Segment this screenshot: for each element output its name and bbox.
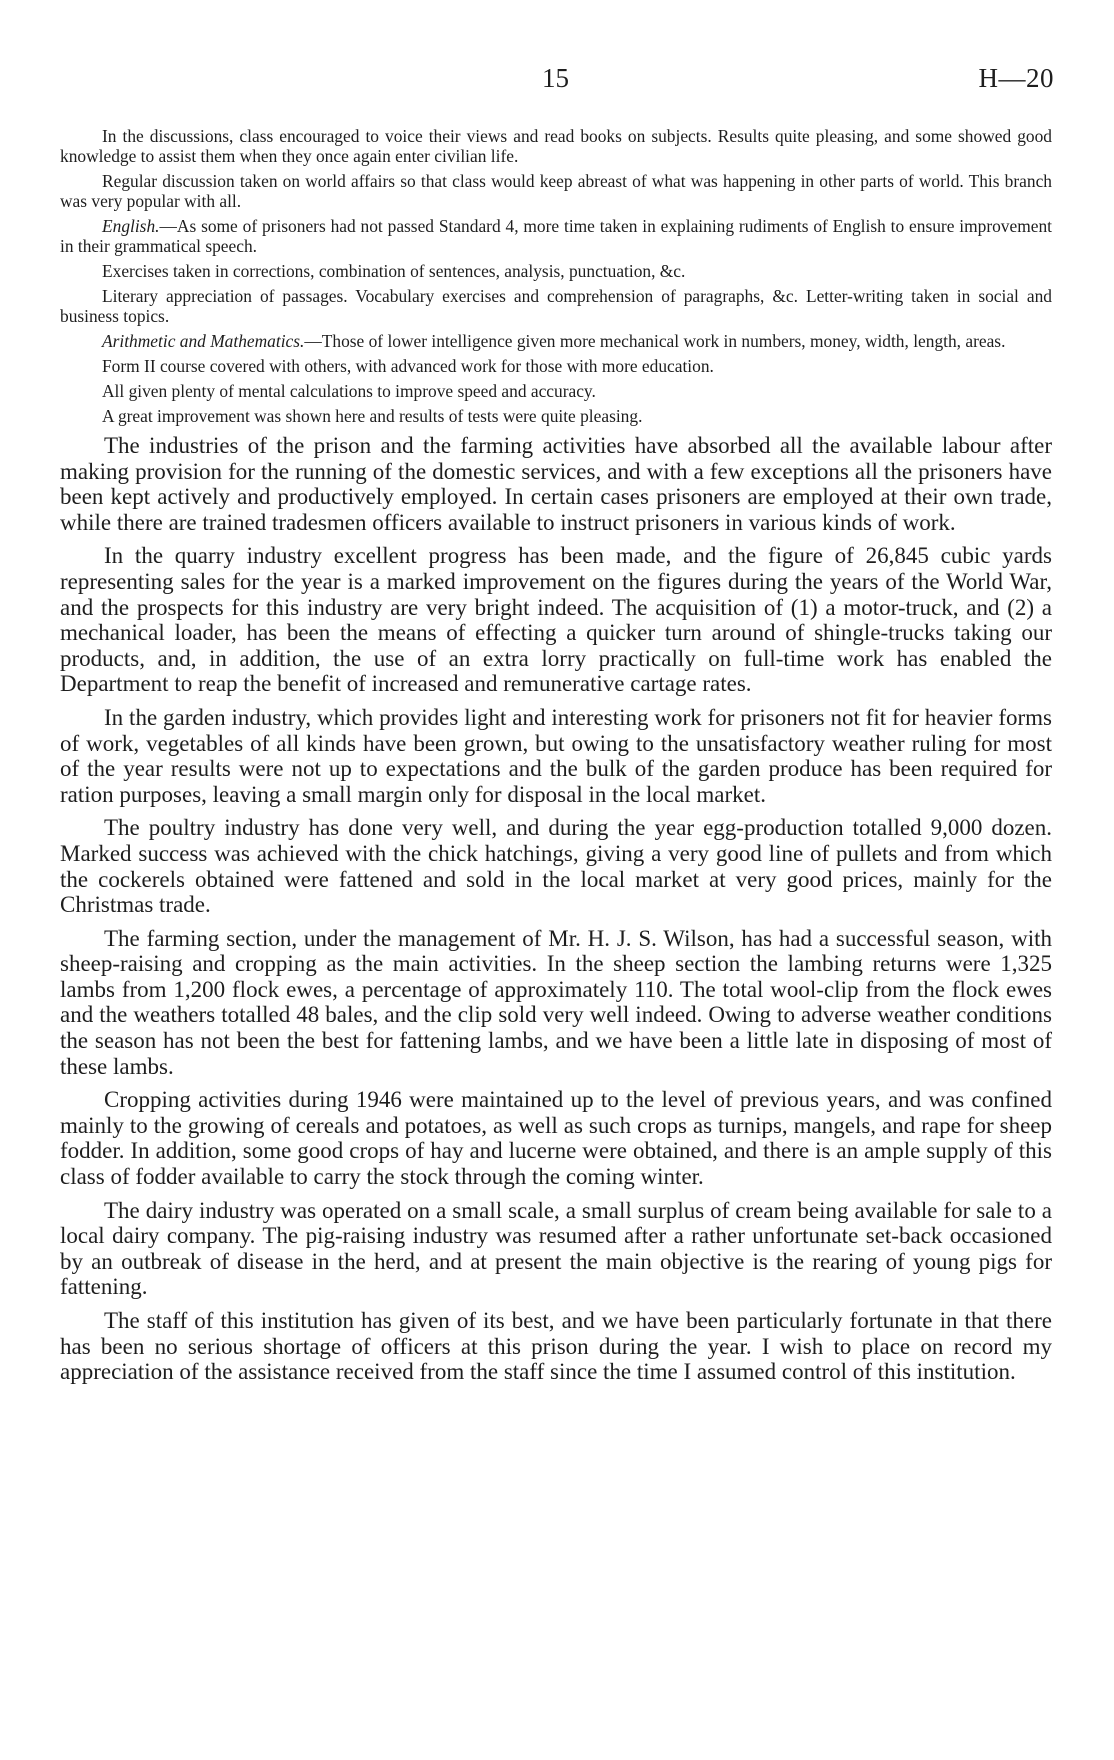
note-text: —Those of lower intelligence given more mechanical work in numbers, money, width, length, areas. [304,331,1006,351]
note-text: All given plenty of mental calculations to improve speed and accuracy. [102,381,596,401]
note-paragraph [60,356,1052,376]
note-text: Regular discussion taken on world affairs so that class would keep abreast of what was happening in other parts of world. This branch was very popular with all. [60,171,1052,211]
report-paragraph-garden: In the garden industry, which provides light and interesting work for prisoners not fit for heavier forms of work, vegetables of all kinds have been grown, but owing to the unsatisfactory weather ruling for most of the year results were not up to expectations and the bulk of the garden produce has been required for ration purposes, leaving a small margin only for disposal in the local market. [60,704,1052,807]
report-paragraph-poultry: The poultry industry has done very well, and during the year egg-production totalled 9,000 dozen. Marked success was achieved with the chick hatchings, giving a very good line of pullets and from which the cockerels obtained were fattened and sold in the local market at very good prices, mainly for the Christmas trade. [60,815,1052,918]
report-section [60,433,1052,1385]
note-paragraph [60,126,1052,166]
page-header [0,60,1114,100]
note-paragraph [60,261,1052,281]
education-notes-section [60,126,1052,426]
note-paragraph [60,381,1052,401]
note-paragraph [60,331,1052,351]
document-code: H—20 [978,63,1054,93]
note-text: —As some of prisoners had not passed Standard 4, more time taken in explaining rudiments of English to ensure improvement in their grammatical speech. [60,216,1052,256]
note-text: Form II course covered with others, with advanced work for those with more education. [102,356,714,376]
report-paragraph-farming: The farming section, under the management of Mr. H. J. S. Wilson, has had a successful season, with sheep-raising and cropping as the main activities. In the sheep section the lambing returns were 1,325 lambs from 1,200 flock ewes, a percentage of approximately 110. The total wool-clip from the flock ewes and the weathers totalled 48 bales, and the clip sold very well indeed. Owing to adverse weather conditions the season has not been the best for fattening lambs, and we have been a little late in disposing of most of these lambs. [60,925,1052,1079]
report-paragraph-industries: The industries of the prison and the farming activities have absorbed all the available labour after making provision for the running of the domestic services, and with a few exceptions all the prisoners have been kept actively and productively employed. In certain cases prisoners are employed at their own trade, while there are trained tradesmen officers available to instruct prisoners in various kinds of work. [60,433,1052,535]
note-text: A great improvement was shown here and results of tests were quite pleasing. [102,406,643,426]
note-paragraph [60,286,1052,326]
note-paragraph [60,216,1052,256]
report-paragraph-dairy: The dairy industry was operated on a small scale, a small surplus of cream being available for sale to a local dairy company. The pig-raising industry was resumed after a rather unfortunate set-back occasioned by an outbreak of disease in the herd, and at present the main objective is the rearing of young pigs for fattening. [60,1197,1052,1300]
subsection-heading: Arithmetic and Mathematics. [102,331,305,351]
subsection-heading: English. [102,216,160,236]
note-text: In the discussions, class encouraged to voice their views and read books on subjects. Results quite pleasing, and some showed good knowledge to assist them when they once again enter civilian life. [60,126,1052,166]
page-number: 15 [542,63,569,93]
note-text: Literary appreciation of passages. Vocabulary exercises and comprehension of paragraphs, &c. Letter-writing taken in social and business topics. [60,286,1052,326]
note-text: Exercises taken in corrections, combination of sentences, analysis, punctuation, &c. [102,261,686,281]
report-paragraph-cropping: Cropping activities during 1946 were maintained up to the level of previous years, and was confined mainly to the growing of cereals and potatoes, as well as such crops as turnips, mangels, and rape for sheep fodder. In addition, some good crops of hay and lucerne were obtained, and there is an ample supply of this class of fodder available to carry the stock through the coming winter. [60,1087,1052,1190]
report-paragraph-staff: The staff of this institution has given of its best, and we have been particularly fortunate in that there has been no serious shortage of officers at this prison during the year. I wish to place on record my appreciation of the assistance received from the staff since the time I assumed control of this institution. [60,1308,1052,1385]
note-paragraph [60,406,1052,426]
report-paragraph-quarry: In the quarry industry excellent progress has been made, and the figure of 26,845 cubic yards representing sales for the year is a marked improvement on the figures during the years of the World War, and the prospects for this industry are very bright indeed. The acquisition of (1) a motor-truck, and (2) a mechanical loader, has been the means of effecting a quicker turn around of shingle-trucks taking our products, and, in addition, the use of an extra lorry practically on full-time work has enabled the Department to reap the benefit of increased and remunerative cartage rates. [60,543,1052,697]
page-body [60,126,1052,1393]
note-paragraph [60,171,1052,211]
